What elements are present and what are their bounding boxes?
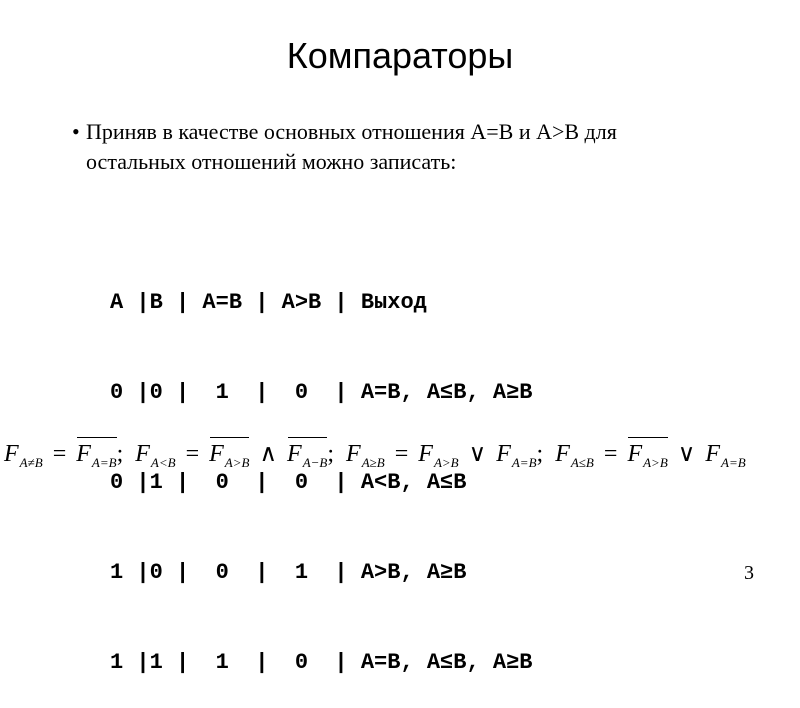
formula-f-letter: F [496,441,511,467]
formula-term-3 [346,436,549,481]
truth-table-row: 0 |1 | 0 | 0 | A<B, A≤B [110,470,467,495]
formula-subscript: A≤B [570,455,594,470]
formula-term-2 [135,436,340,481]
formula-f-letter: F [627,441,643,467]
formula-subscript: A≥B [361,455,385,470]
formula-f-letter: F [135,441,150,467]
formula-subscript: A>B [433,455,459,470]
bullet-text [72,117,762,177]
formula-semicolon: ; [327,441,335,467]
formula-f-inverted [627,436,667,481]
formula-f [705,436,745,481]
formula-semicolon: ; [116,441,124,467]
formula-f-letter: F [346,441,361,467]
formula-subscript: A<B [150,455,176,470]
formula-subscript: A>B [224,455,250,470]
formula-subscript: A≠B [19,455,43,470]
formula-equals: = [185,441,200,467]
formula-f-inverted [76,436,116,481]
bullet-text-line-1: Приняв в качестве основных отношения A=B и A>B для [86,119,617,144]
formula-f [135,436,175,481]
formula-or-operator: ∨ [677,441,696,467]
formula-subscript: A=B [721,455,746,470]
formula-f [4,436,43,481]
formula-f-letter: F [4,441,19,467]
formula-equals: = [603,441,618,467]
truth-table-row: 1 |0 | 0 | 1 | A>B, A≥B [110,560,467,585]
formula-semicolon: ; [536,441,544,467]
formula-subscript: A−B [302,455,328,470]
formula-subscript: A>B [643,455,668,470]
formula-f-letter: F [705,441,721,467]
formula-subscript: A=B [91,455,117,470]
formula-and-operator: ∧ [259,441,278,467]
bullet-line-1 [72,117,762,147]
page-number: 3 [744,562,754,584]
formula-f [418,436,458,481]
formula-f-letter: F [287,441,302,467]
formula-or-operator: ∨ [468,441,487,467]
formula-equals: = [52,441,67,467]
formula-f-inverted [209,436,249,481]
truth-table-row: 1 |1 | 1 | 0 | A=B, A≤B, A≥B [110,650,533,675]
formula-f-letter: F [418,441,433,467]
formula-line [4,436,796,481]
formula-subscript: A=B [511,455,537,470]
bullet-dot-icon: • [72,119,80,144]
formula-f-letter: F [209,441,224,467]
formula-f [555,436,594,481]
formula-f-letter: F [76,441,91,467]
formula-term-4 [555,436,745,481]
formula-equals: = [394,441,409,467]
truth-table-header: A |B | A=B | A>B | Выход [110,290,427,315]
truth-table-row: 0 |0 | 1 | 0 | A=B, A≤B, A≥B [110,380,533,405]
formula-f [346,436,385,481]
slide-title: Компараторы [286,35,514,76]
formula-term-1 [4,436,129,481]
formula-f-letter: F [555,441,570,467]
formula-f-inverted [287,436,327,481]
bullet-text-line-2: остальных отношений можно записать: [86,149,457,174]
formula-f [496,436,536,481]
